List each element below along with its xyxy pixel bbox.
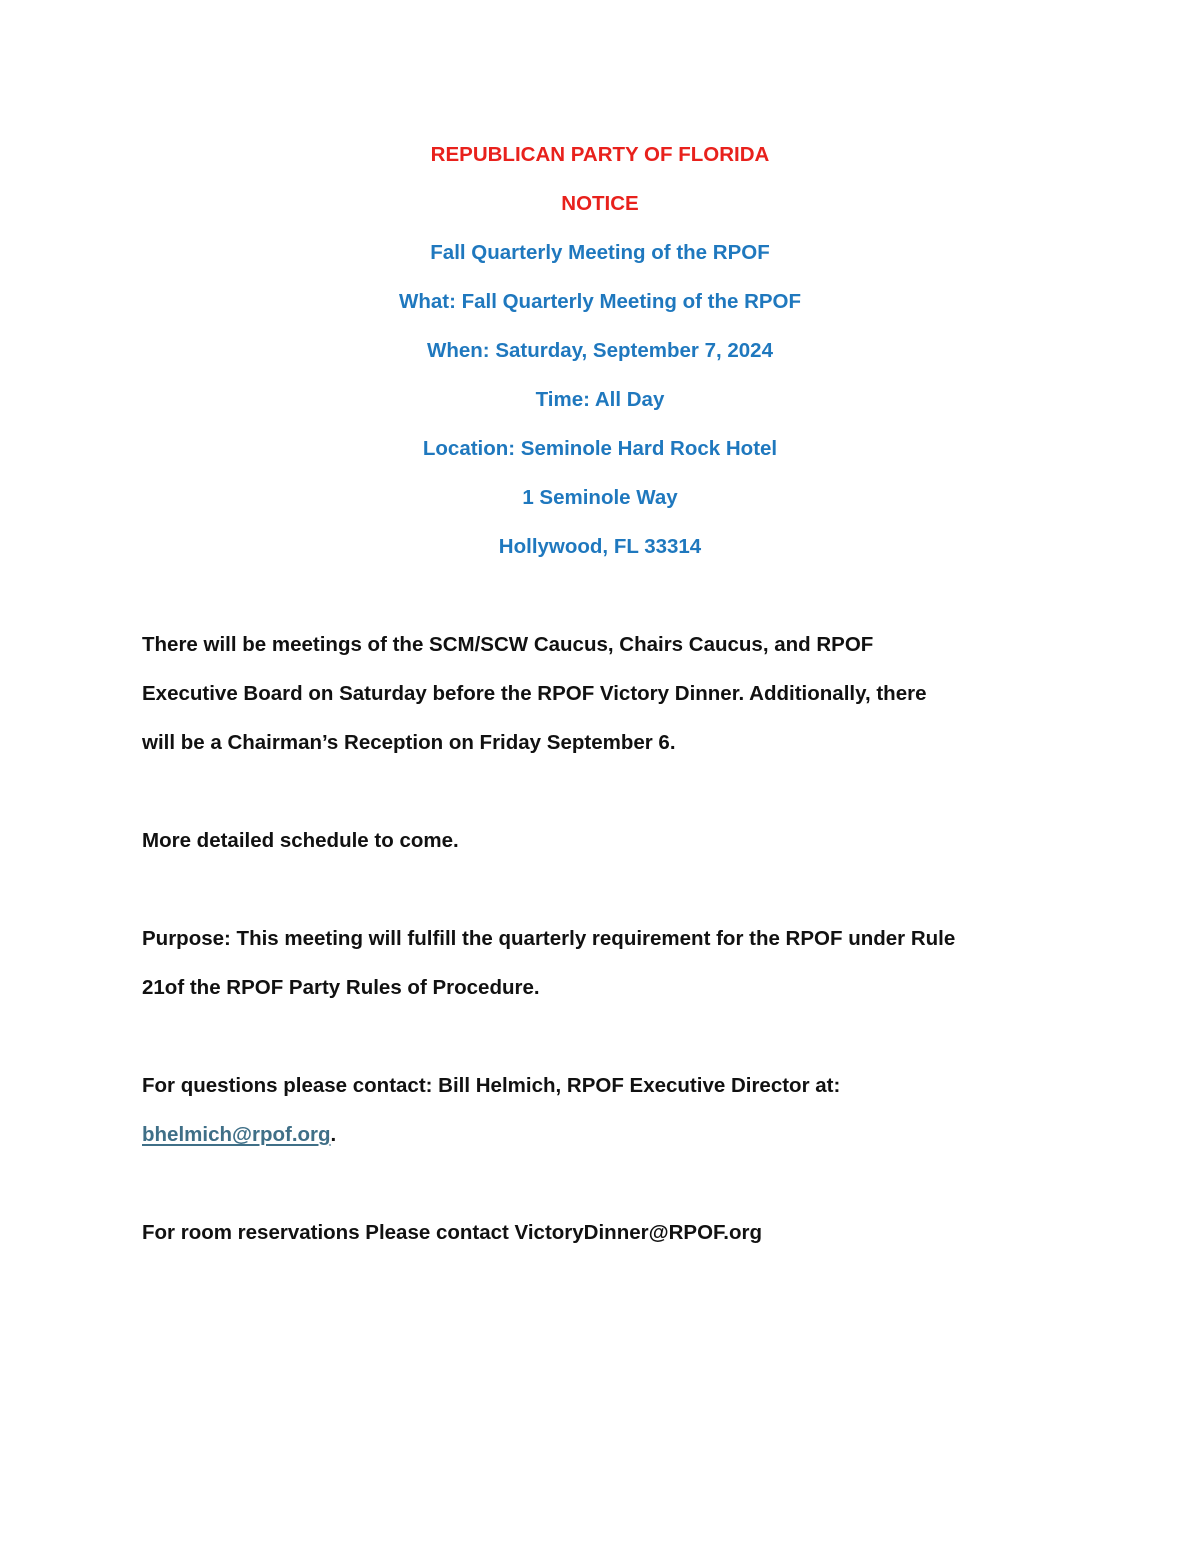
notice-heading: NOTICE: [561, 192, 639, 215]
email-period: .: [330, 1123, 337, 1146]
meetings-paragraph-line-2: Executive Board on Saturday before the RPOF Victory Dinner. Additionally, there: [142, 682, 927, 705]
schedule-note: More detailed schedule to come.: [142, 829, 459, 852]
what-line: What: Fall Quarterly Meeting of the RPOF: [398, 290, 802, 313]
time-line: Time: All Day: [535, 388, 665, 411]
questions-email-line: [142, 1121, 336, 1149]
email-link[interactable]: bhelmich@rpof.org: [142, 1123, 331, 1146]
location-line: Location: Seminole Hard Rock Hotel: [422, 437, 778, 460]
address-line-2: Hollywood, FL 33314: [498, 535, 702, 558]
when-line: When: Saturday, September 7, 2024: [427, 339, 773, 362]
reservations-line: For room reservations Please contact VictoryDinner@RPOF.org: [142, 1221, 762, 1244]
questions-line: For questions please contact: Bill Helmich, RPOF Executive Director at:: [142, 1074, 841, 1097]
meetings-paragraph-line-3: will be a Chairman’s Reception on Friday September 6.: [142, 731, 676, 754]
org-heading: REPUBLICAN PARTY OF FLORIDA: [430, 143, 770, 166]
purpose-line-1: Purpose: This meeting will fulfill the quarterly requirement for the RPOF under Rule: [142, 927, 956, 950]
purpose-line-2: 21of the RPOF Party Rules of Procedure.: [142, 976, 540, 999]
address-line-1: 1 Seminole Way: [522, 486, 678, 509]
meeting-title: Fall Quarterly Meeting of the RPOF: [430, 241, 770, 264]
meetings-paragraph-line-1: There will be meetings of the SCM/SCW Caucus, Chairs Caucus, and RPOF: [142, 633, 874, 656]
